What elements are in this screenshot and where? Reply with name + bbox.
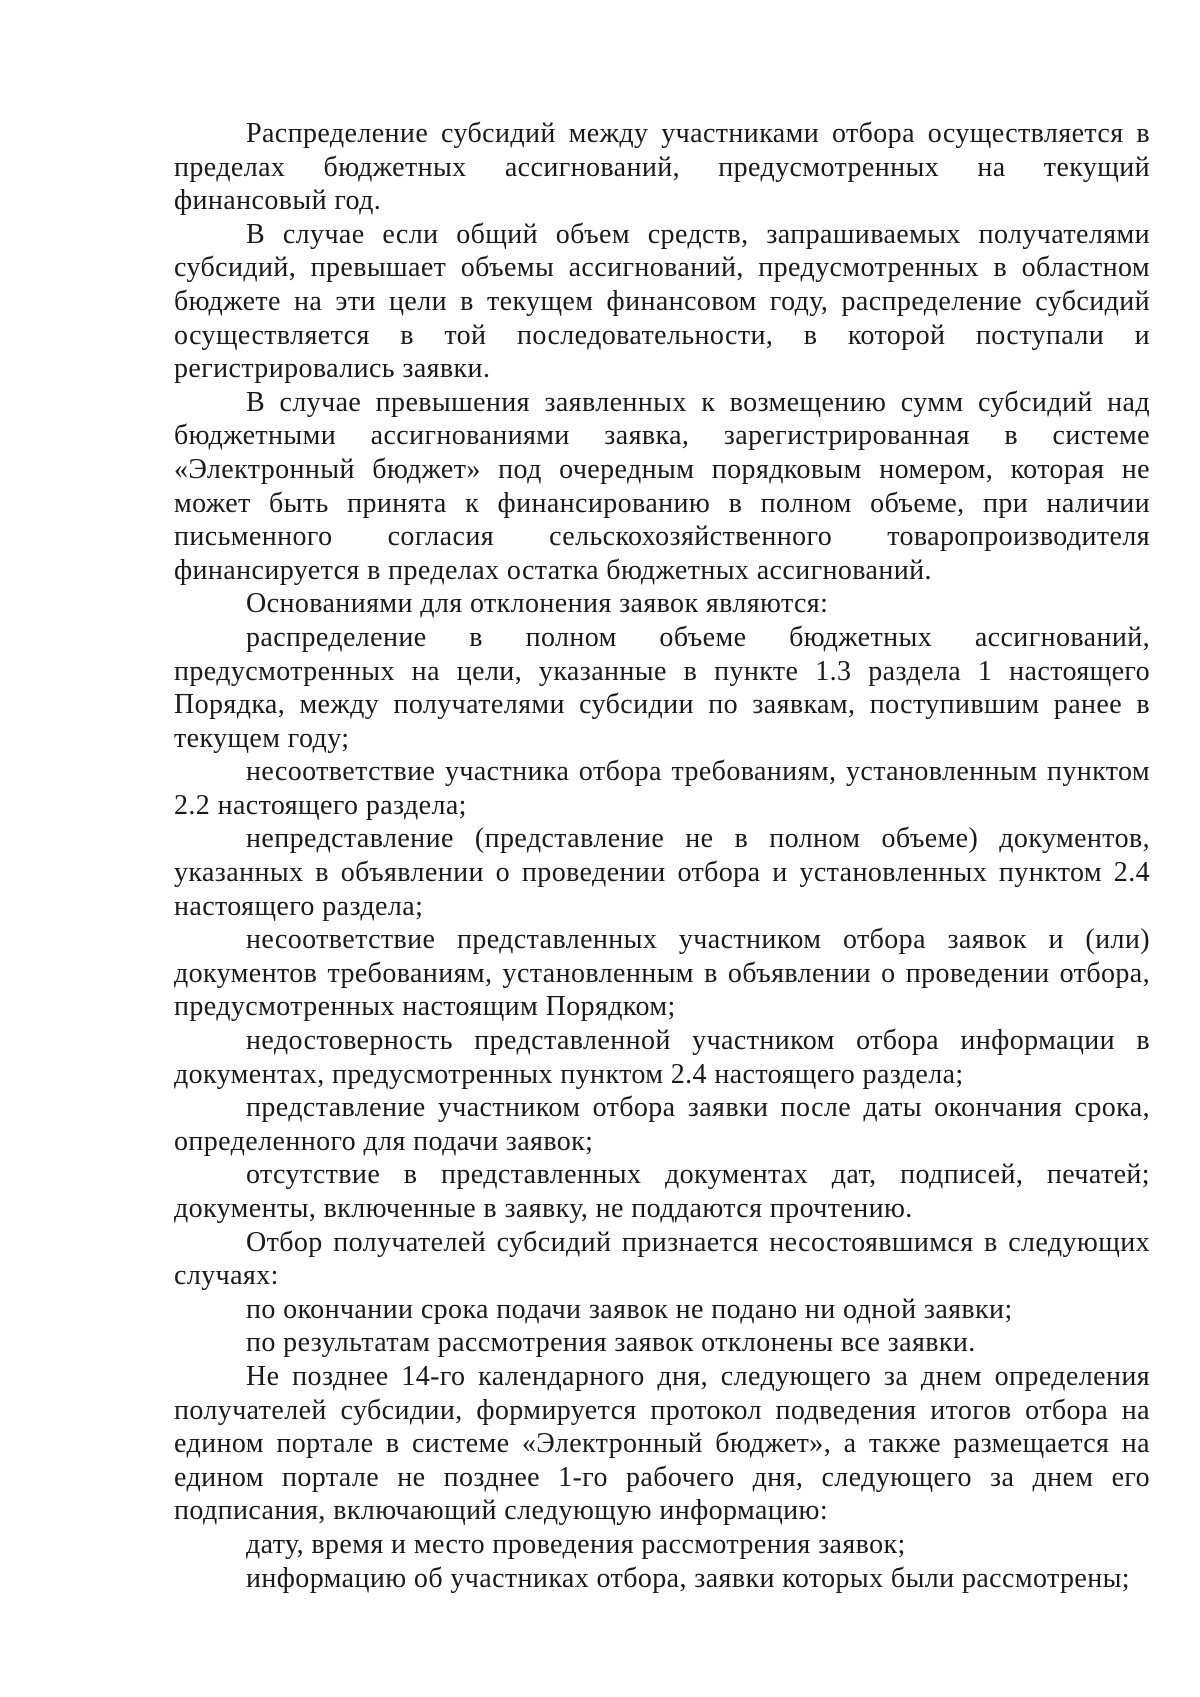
- paragraph-distribution: Распределение субсидий между участниками отбора осуществляется в пределах бюджетных ассигнований, предусмотренных на текущий финансовый год.: [174, 118, 1150, 217]
- paragraph-exceeding-amounts: В случае превышения заявленных к возмещению сумм субсидий над бюджетными ассигнованиями заявка, зарегистрированная в системе «Электронный бюджет» под очередным порядковым номером, которая не может быть принята к финансированию в полном объеме, при наличии письменного согласия сельскохозяйственного товаропроизводителя финансируется в пределах остатка бюджетных ассигнований.: [174, 386, 1150, 586]
- list-item-protocol-1: дату, время и место проведения рассмотрения заявок;: [246, 1528, 906, 1560]
- list-item-rejection-5: недостоверность представленной участником отбора информации в документах, предусмотренных пунктом 2.4 настоящего раздела;: [174, 1025, 1150, 1090]
- paragraph-protocol: Не позднее 14-го календарного дня, следующего за днем определения получателей субсидии, формируется протокол подведения итогов отбора на едином портале в системе «Электронный бюджет», а также размещается на едином портале не позднее 1-го рабочего дня, следующего за днем его подписания, включающий следующую информацию:: [174, 1360, 1150, 1527]
- paragraph-exceeding-volume: В случае если общий объем средств, запрашиваемых получателями субсидий, превышает объемы ассигнований, предусмотренных в областном бюджете на эти цели в текущем финансовом году, распределение субсидий осуществляется в той последовательности, в которой поступали и регистрировались заявки.: [174, 218, 1150, 385]
- list-item-failed-1: по окончании срока подачи заявок не подано ни одной заявки;: [246, 1293, 1013, 1325]
- list-item-failed-2: по результатам рассмотрения заявок отклонены все заявки.: [246, 1327, 976, 1359]
- list-item-rejection-7: отсутствие в представленных документах дат, подписей, печатей; документы, включенные в заявку, не поддаются прочтению.: [174, 1159, 1150, 1224]
- list-item-rejection-6: представление участником отбора заявки после даты окончания срока, определенного для подачи заявок;: [174, 1092, 1150, 1157]
- list-item-rejection-1: распределение в полном объеме бюджетных ассигнований, предусмотренных на цели, указанные в пункте 1.3 раздела 1 настоящего Порядка, между получателями субсидии по заявкам, поступившим ранее в текущем году;: [174, 621, 1150, 754]
- paragraph-rejection-grounds-heading: Основаниями для отклонения заявок являются:: [246, 588, 829, 620]
- document-page: [174, 117, 1150, 1595]
- list-item-rejection-4: несоответствие представленных участником отбора заявок и (или) документов требованиям, установленным в объявлении о проведении отбора, предусмотренных настоящим Порядком;: [174, 924, 1150, 1023]
- paragraph-failed-selection-heading: Отбор получателей субсидий признается несостоявшимся в следующих случаях:: [174, 1226, 1150, 1292]
- list-item-rejection-2: несоответствие участника отбора требованиям, установленным пунктом 2.2 настоящего раздела;: [174, 756, 1150, 821]
- list-item-protocol-2: информацию об участниках отбора, заявки которых были рассмотрены;: [246, 1562, 1130, 1594]
- list-item-rejection-3: непредставление (представление не в полном объеме) документов, указанных в объявлении о проведении отбора и установленных пунктом 2.4 настоящего раздела;: [174, 823, 1150, 922]
